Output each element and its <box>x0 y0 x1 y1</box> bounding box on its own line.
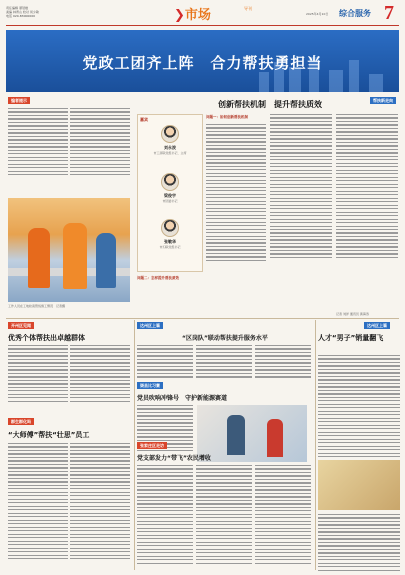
guest-name: 刘永波 <box>164 145 176 150</box>
article-text <box>8 345 68 404</box>
editor-info <box>6 6 39 18</box>
feature-tag: 帮扶新走向 <box>370 97 396 104</box>
masthead <box>6 4 399 26</box>
feature-headline: 创新帮扶机制 提升帮扶质效 <box>218 100 322 109</box>
article-headline: 党员吹响冲锋号 守护新能源赛道 <box>137 395 228 402</box>
article-text <box>137 345 193 380</box>
person-figure <box>227 415 245 455</box>
guest-title: 市工商联党组书记、主席 <box>153 151 187 155</box>
lead-photo <box>8 198 130 302</box>
article-headline: “大师傅”帮扶“壮思”员工 <box>8 431 90 439</box>
article-headline: 党支部发力“带飞”农民增收 <box>137 455 211 462</box>
feature-text-col3 <box>336 114 398 260</box>
article-tag: 达州区上篇 <box>364 322 390 329</box>
lead-tag: 编者提示 <box>8 97 30 104</box>
page-title: 党政工团齐上阵 合力帮扶勇担当 <box>82 54 323 72</box>
article-tag: 群生群化吗 <box>8 418 34 425</box>
article-tag: 开州区见闻 <box>8 322 34 329</box>
feature-text-col1 <box>206 124 266 263</box>
question-one: 问题一：如何创新帮扶机制 <box>206 115 248 119</box>
article-text <box>196 465 252 566</box>
article-headline: 优秀个体帮扶出卓越群体 <box>8 334 85 342</box>
brand-name: 市场 <box>184 8 211 23</box>
column-divider <box>315 320 316 570</box>
section-divider <box>6 318 399 319</box>
brand-mark-icon: ❯ <box>174 8 185 23</box>
lead-text-col2 <box>70 108 130 178</box>
section-name: 综合服务 <box>339 9 371 18</box>
guest-name: 张敏华 <box>164 239 176 244</box>
feature-byline: 记者 刘洋 通讯员 黄海涛 <box>336 312 369 316</box>
article-photo <box>318 460 400 510</box>
question-two: 问题二：怎样提升帮扶质效 <box>137 276 179 280</box>
editor-line: 责任编辑 谭冠雄 <box>6 6 28 10</box>
lead-photo-caption: 工作人员在工地检查管线施工情况 记者摄 <box>8 304 66 308</box>
worker-figure <box>96 233 116 288</box>
article-text <box>255 465 311 566</box>
article-tag: 达州区上篇 <box>137 322 163 329</box>
guest-avatar <box>161 125 179 143</box>
designer-line: 美编 林青山 校对 何少敏 <box>6 10 39 14</box>
article-text <box>318 514 400 573</box>
article-text <box>70 345 130 404</box>
article-tag: 张家庄区走访 <box>137 442 167 449</box>
column-divider <box>134 320 135 570</box>
article-tag: 渠县比习赛 <box>137 382 163 389</box>
article-text <box>70 443 130 561</box>
guest-avatar <box>161 173 179 191</box>
article-text <box>196 345 252 380</box>
worker-figure <box>63 223 87 289</box>
worker-figure <box>28 228 50 288</box>
article-headline: 人才“男子”销量翻飞 <box>318 334 384 342</box>
article-text <box>318 355 400 460</box>
hero-banner <box>6 30 399 92</box>
guest-title: 市妇联党组书记 <box>159 245 181 249</box>
issue-date: 2025年4月10日 <box>306 12 329 16</box>
lead-text <box>8 108 68 178</box>
article-text <box>255 345 311 380</box>
page-number: 7 <box>384 2 394 24</box>
guest-title: 市团委书记 <box>162 199 178 203</box>
article-text <box>8 443 68 561</box>
phone-line: 电话 020-83000000 <box>6 14 36 18</box>
brand-subtitle: 导刊 <box>244 6 252 11</box>
guest-panel <box>137 114 203 272</box>
guest-avatar <box>161 219 179 237</box>
guest-label: 嘉宾 <box>140 117 148 122</box>
brand-logo <box>174 4 211 23</box>
person-figure <box>267 419 283 457</box>
feature-text-col2 <box>270 114 332 260</box>
article-text <box>137 465 193 566</box>
guest-name: 梁俊宇 <box>164 193 176 198</box>
article-headline: “区岗队”联动帮扶提升服务水平 <box>182 335 268 342</box>
